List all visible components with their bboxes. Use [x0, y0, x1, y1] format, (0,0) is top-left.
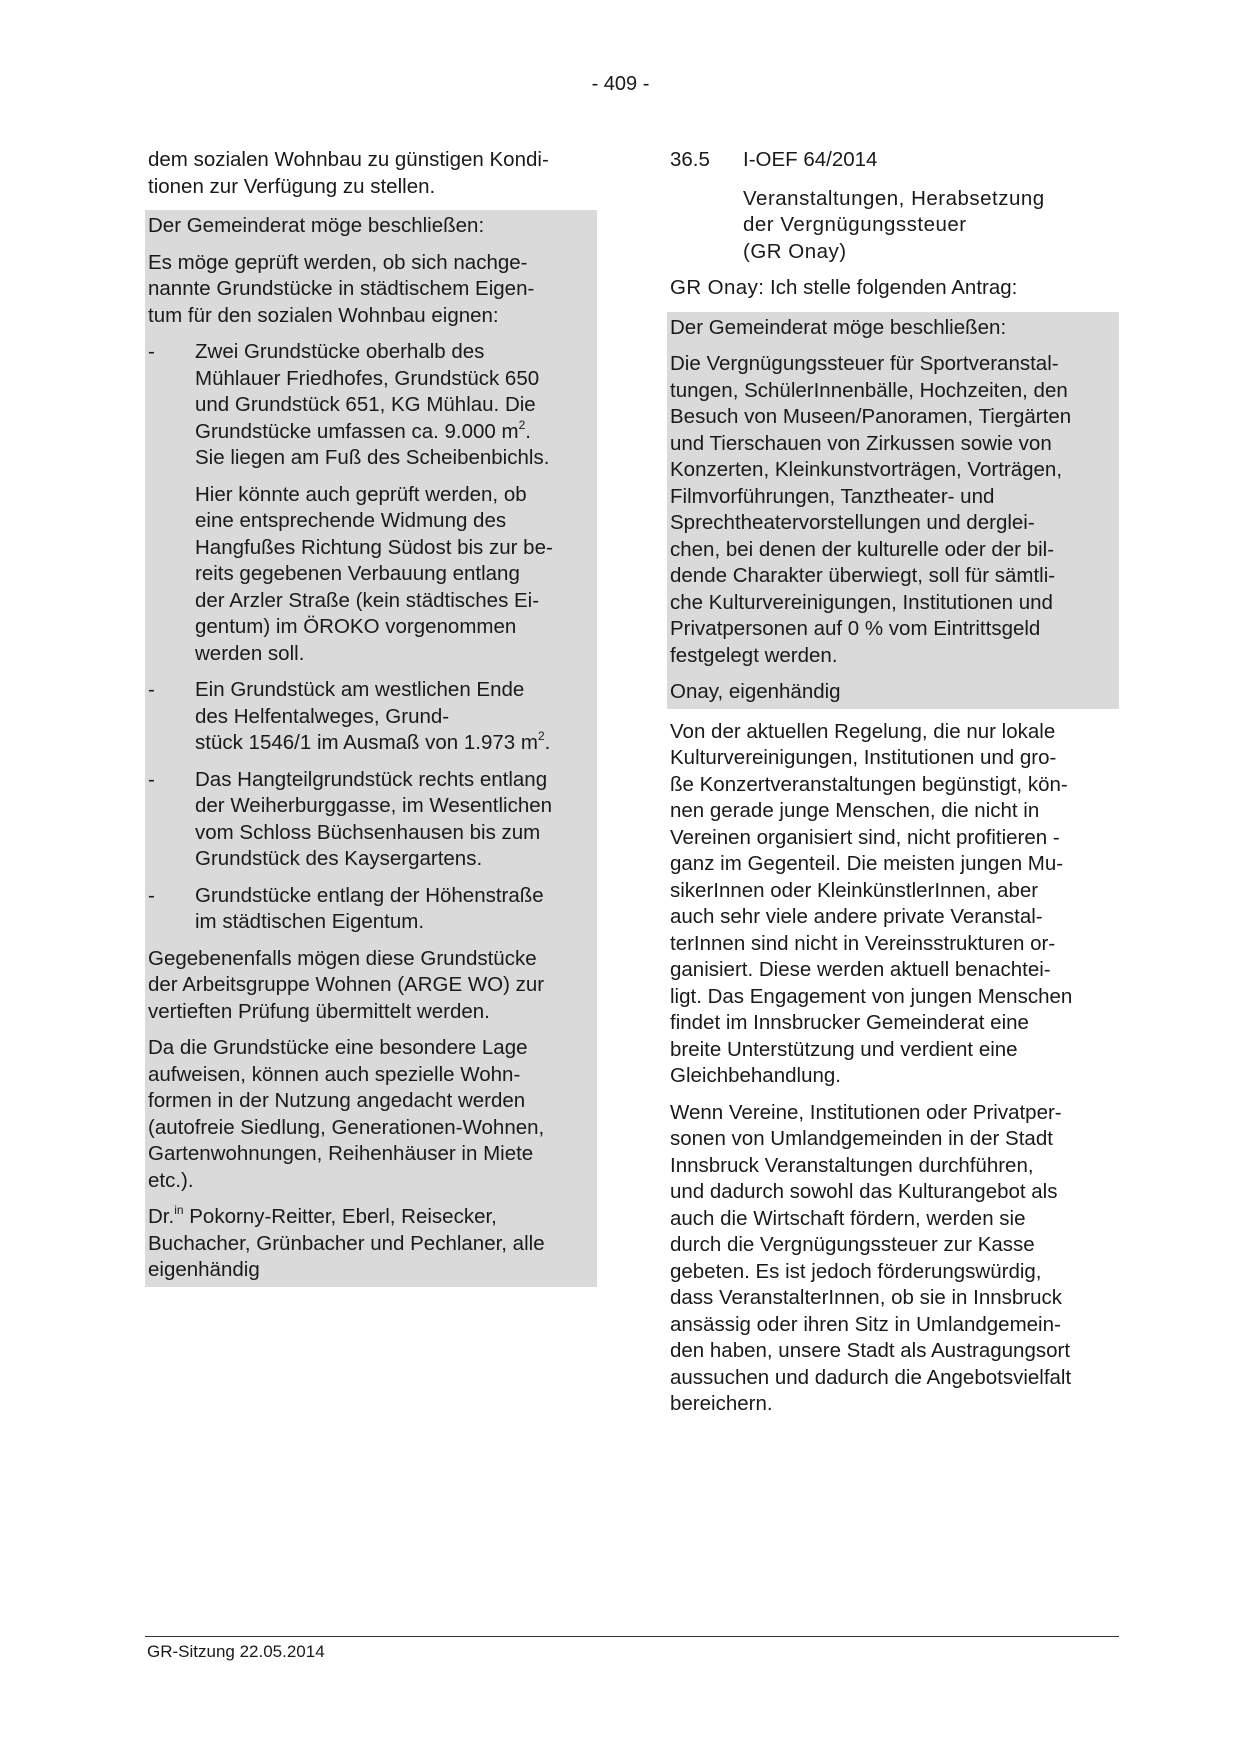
item-title: [667, 186, 1119, 266]
speaker-line: GR Onay: Ich stelle folgenden Antrag:: [670, 276, 1018, 299]
text-line: und Tierschauen von Zirkussen sowie von: [670, 431, 1052, 455]
text-line: Innsbruck Veranstaltungen durchführen,: [670, 1153, 1034, 1177]
text-line: Gegebenenfalls mögen diese Grundstücke: [148, 946, 537, 970]
text-line: (GR Onay): [743, 239, 847, 263]
text-line: der Weiherburggasse, im Wesentlichen: [195, 794, 553, 817]
text-line: terInnen sind nicht in Vereinsstrukturen or-: [670, 931, 1056, 955]
text-line: stück 1546/1 im Ausmaß von 1.973 $m^2$.: [195, 729, 551, 754]
text-line: ligt. Das Engagement von jungen Menschen: [670, 984, 1073, 1008]
text-line: im städtischen Eigentum.: [195, 910, 425, 933]
text-line: findet im Innsbrucker Gemeinderat eine: [670, 1011, 1029, 1034]
list-item: [148, 677, 593, 757]
text-line: Von der aktuellen Regelung, die nur lokale: [670, 719, 1056, 743]
text-line: tungen, SchülerInnenbälle, Hochzeiten, den: [670, 378, 1068, 402]
text-line: Buchacher, Grünbacher und Pechlaner, alle: [148, 1231, 545, 1255]
text-line: der Arbeitsgruppe Wohnen (ARGE WO) zur: [148, 973, 545, 996]
text-line: Privatpersonen auf 0 % vom Eintrittsgeld: [670, 617, 1041, 640]
text-line: Gleichbehandlung.: [670, 1064, 841, 1087]
text-line: aussuchen und dadurch die Angebotsvielfalt: [670, 1365, 1072, 1389]
text-line: auch die Wirtschaft fördern, werden sie: [670, 1206, 1026, 1230]
text-line: festgelegt werden.: [670, 643, 838, 667]
text-line: Hier könnte auch geprüft werden, ob: [195, 482, 527, 506]
text-line: (autofreie Siedlung, Generationen-Wohnen,: [148, 1115, 545, 1139]
text-line: Zwei Grundstücke oberhalb des: [195, 340, 485, 363]
text-line: Filmvorführungen, Tanztheater- und: [670, 484, 995, 508]
text-line: Es möge geprüft werden, ob sich nachge-: [148, 250, 528, 274]
text-line: sonen von Umlandgemeinden in der Stadt: [670, 1127, 1053, 1150]
text-line: den haben, unsere Stadt als Austragungsort: [670, 1339, 1071, 1362]
motion-block: [145, 210, 597, 1287]
text-line: Konzerten, Kleinkunstvorträgen, Vorträgen,: [670, 458, 1063, 481]
text-line: chen, bei denen der kulturelle oder der bil-: [670, 537, 1055, 561]
footer-session-date: GR-Sitzung 22.05.2014: [147, 1642, 325, 1661]
list-dash: -: [148, 883, 155, 907]
list-item: [148, 883, 593, 936]
text-line: formen in der Nutzung angedacht werden: [148, 1089, 526, 1112]
text-line: gentum) im ÖROKO vorgenommen: [195, 615, 517, 638]
text-line: Ein Grundstück am westlichen Ende: [195, 678, 525, 701]
text-line: vom Schloss Büchsenhausen bis zum: [195, 820, 541, 844]
paragraph: [667, 1100, 1119, 1418]
text-line: Veranstaltungen, Herabsetzung: [743, 186, 1045, 210]
text-line: dem sozialen Wohnbau zu günstigen Kondi-: [148, 148, 549, 171]
text-line: eine entsprechende Widmung des: [195, 509, 507, 532]
intro-paragraph: [145, 147, 597, 200]
text-line: Die Vergnügungssteuer für Sportveranstal-: [670, 352, 1059, 375]
motion-header: Der Gemeinderat möge beschließen:: [148, 214, 485, 237]
list-dash: -: [148, 678, 155, 701]
paragraph: [148, 1035, 593, 1194]
list-dash: -: [148, 767, 155, 791]
text-line: tum für den sozialen Wohnbau eignen:: [148, 303, 499, 327]
text-line: Grundstücke entlang der Höhenstraße: [195, 883, 544, 907]
text-line: aufweisen, können auch spezielle Wohn-: [148, 1062, 521, 1086]
list-item: [148, 767, 593, 873]
text-line: ansässig oder ihren Sitz in Umlandgemein-: [670, 1312, 1061, 1336]
list-dash: -: [148, 340, 155, 363]
text-line: nannte Grundstücke in städtischem Eigen-: [148, 277, 535, 300]
paragraph: [667, 719, 1119, 1090]
text-line: sikerInnen oder KleinkünstlerInnen, aber: [670, 878, 1039, 902]
text-line: Sprechtheatervorstellungen und derglei-: [670, 511, 1035, 534]
text-line: bereichern.: [670, 1392, 773, 1415]
item-number: 36.5: [670, 148, 710, 171]
text-line: ße Konzertveranstaltungen begünstigt, kön-: [670, 772, 1068, 796]
text-line: Mühlauer Friedhofes, Grundstück 650: [195, 366, 540, 390]
motion-body: [670, 351, 1115, 669]
signatories: [148, 1204, 593, 1284]
text-line: Besuch von Museen/Panoramen, Tiergärten: [670, 405, 1072, 428]
text-line: Wenn Vereine, Institutionen oder Privatper-: [670, 1100, 1062, 1124]
footer-divider: [145, 1636, 1119, 1637]
text-line: und dadurch sowohl das Kulturangebot als: [670, 1180, 1058, 1203]
text-line: eigenhändig: [148, 1258, 260, 1281]
left-column: [145, 147, 597, 1287]
text-line: tionen zur Verfügung zu stellen.: [148, 174, 436, 198]
text-line: ganz im Gegenteil. Die meisten jungen Mu-: [670, 852, 1064, 875]
text-line: dende Charakter überwiegt, soll für sämtli-: [670, 564, 1056, 587]
text-line: Grundstück des Kaysergartens.: [195, 847, 483, 870]
text-line: ganisiert. Diese werden aktuell benachtei-: [670, 958, 1051, 981]
text-line: der Vergnügungssteuer: [743, 213, 967, 236]
text-line: Grundstücke umfassen ca. 9.000 $m^2$.: [195, 417, 531, 443]
signature: Onay, eigenhändig: [670, 680, 841, 703]
agenda-item-heading: [667, 147, 1119, 174]
text-line: Hangfußes Richtung Südost bis zur be-: [195, 535, 553, 559]
text-line: werden soll.: [195, 641, 305, 665]
text-line: gebeten. Es ist jedoch förderungswürdig,: [670, 1259, 1042, 1283]
text-line: vertieften Prüfung übermittelt werden.: [148, 999, 490, 1023]
text-line: des Helfentalweges, Grund-: [195, 704, 450, 728]
text-line: nen gerade junge Menschen, die nicht in: [670, 799, 1040, 822]
right-column: [667, 147, 1119, 1418]
text-line: Vereinen organisiert sind, nicht profitieren -: [670, 825, 1060, 849]
item-code: I-OEF 64/2014: [743, 148, 878, 171]
motion-block: [667, 312, 1119, 709]
text-line: und Grundstück 651, KG Mühlau. Die: [195, 393, 536, 416]
text-line: dass VeranstalterInnen, ob sie in Innsbruck: [670, 1286, 1063, 1309]
text-line: Das Hangteilgrundstück rechts entlang: [195, 767, 548, 791]
motion-body: [148, 250, 593, 330]
text-line: der Arzler Straße (kein städtisches Ei-: [195, 588, 540, 612]
text-line: etc.).: [148, 1168, 194, 1192]
text-line: Sie liegen am Fuß des Scheibenbichls.: [195, 446, 550, 469]
paragraph: [148, 946, 593, 1026]
text-line: auch sehr viele andere private Veranstal-: [670, 905, 1043, 928]
page-number: - 409 -: [591, 73, 650, 95]
text-line: Kulturvereinigungen, Institutionen und gro-: [670, 746, 1057, 769]
text-line: Da die Grundstücke eine besondere Lage: [148, 1036, 528, 1059]
text-line: durch die Vergnügungssteuer zur Kasse: [670, 1233, 1035, 1256]
text-line: che Kulturvereinigungen, Institutionen und: [670, 590, 1053, 614]
list-item: [148, 339, 593, 667]
text-line: breite Unterstützung und verdient eine: [670, 1037, 1018, 1061]
text-line: Gartenwohnungen, Reihenhäuser in Miete: [148, 1142, 534, 1165]
motion-header: Der Gemeinderat möge beschließen:: [670, 315, 1007, 339]
text-line: reits gegebenen Verbauung entlang: [195, 562, 520, 585]
text-line: Dr.$^{in}$ Pokorny-Reitter, Eberl, Reisecker,: [148, 1203, 497, 1228]
